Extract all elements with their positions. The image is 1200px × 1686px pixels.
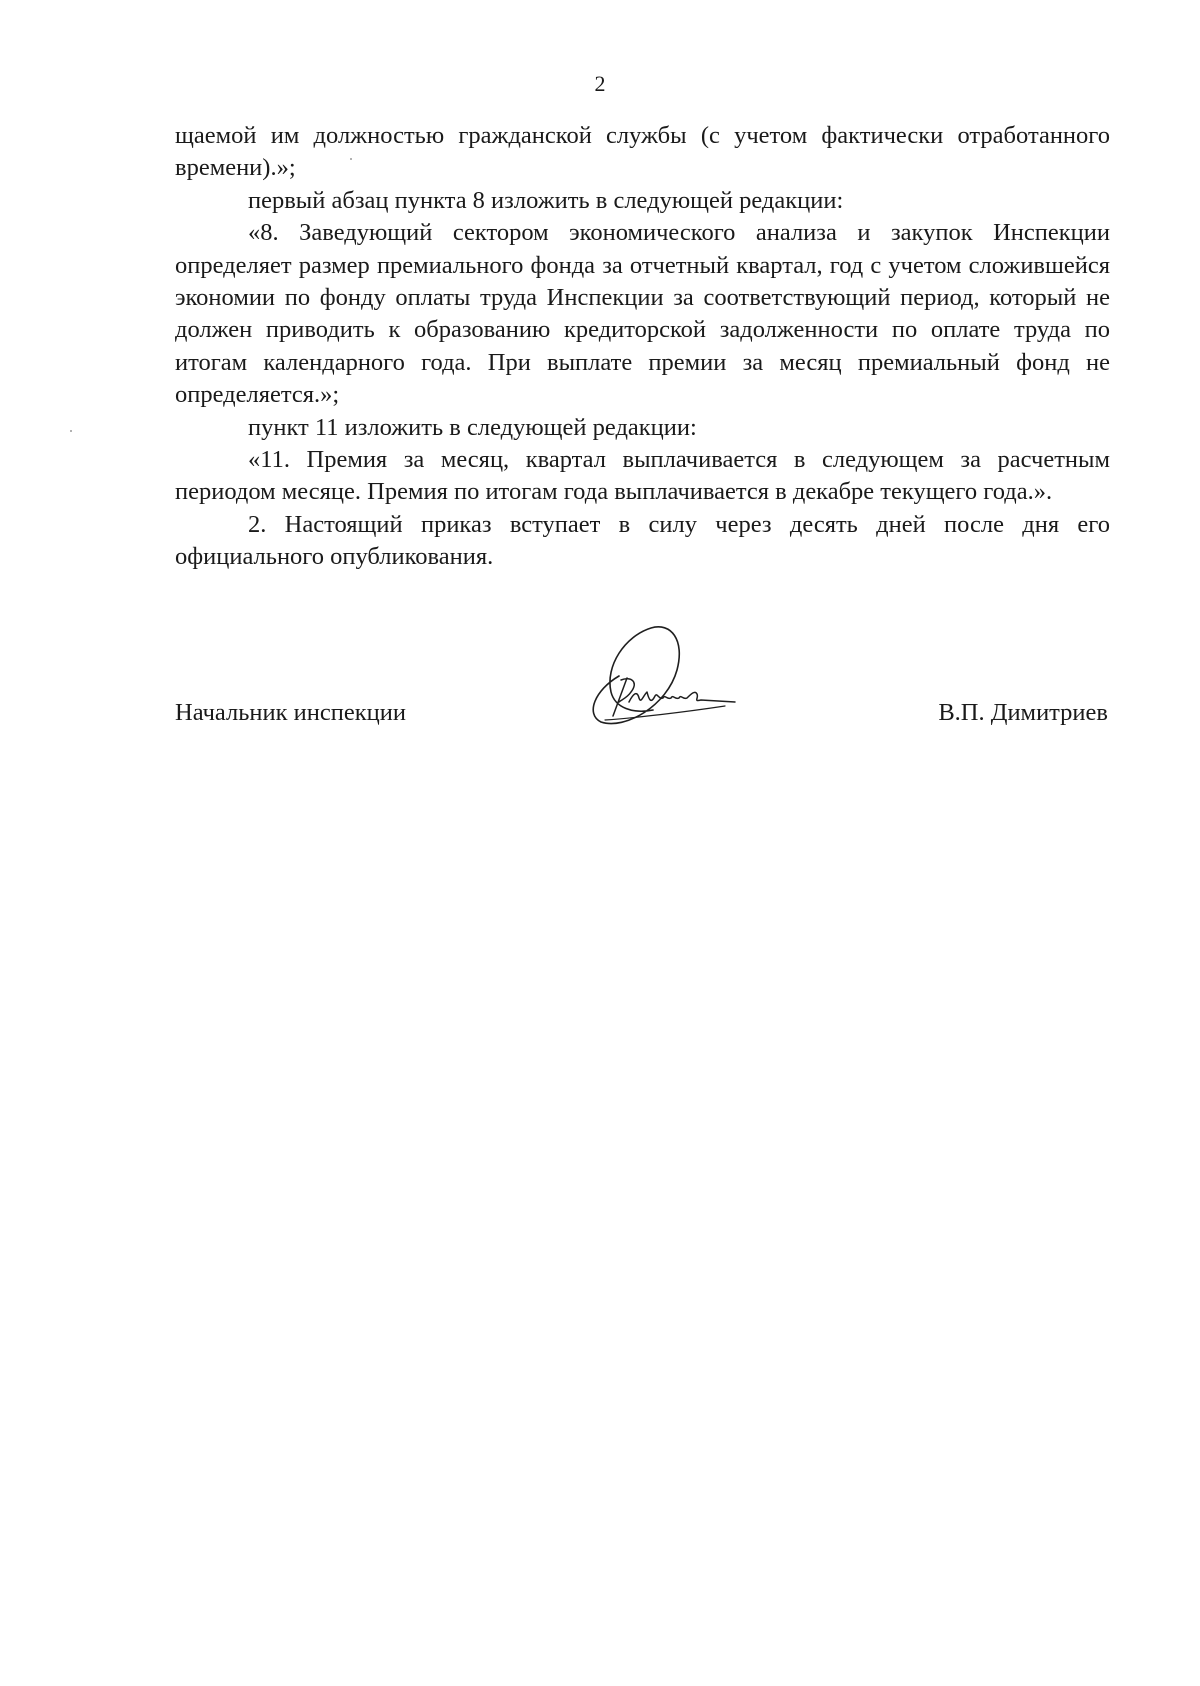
paragraph-effective-date: 2. Настоящий приказ вступает в силу через десять дней после дня его официального опубликования. [175, 510, 1110, 571]
scan-speck [70, 430, 72, 432]
scan-speck [350, 158, 352, 160]
document-body [175, 120, 1110, 574]
paragraph-instruction-point-8: первый абзац пункта 8 изложить в следующей редакции: [248, 186, 844, 214]
signature-position-title: Начальник инспекции [175, 699, 406, 726]
paragraph-point-11-text: «11. Премия за месяц, квартал выплачивается в следующем за расчетным периодом месяце. Премия по итогам года выплачивается в декабре текущего года.». [175, 446, 1110, 506]
paragraph-instruction-point-11: пункт 11 изложить в следующей редакции: [248, 413, 697, 441]
page-number: 2 [594, 71, 606, 96]
paragraph-continuation: щаемой им должностью гражданской службы (с учетом фактически отработанного времени).»; [175, 122, 1110, 182]
handwritten-signature [575, 618, 745, 730]
signer-name: В.П. Димитриев [938, 699, 1108, 726]
paragraph-point-8-text: «8. Заведующий сектором экономического анализа и закупок Инспекции определяет размер премиального фонда за отчетный квартал, год с учетом сложившейся экономии по фонду оплаты труда Инспекции за соответствующий период, который не должен приводить к образованию кредиторской задолженности по оплате труда по итогам календарного года. При выплате премии за месяц премиальный фонд не определяется.»; [175, 219, 1110, 409]
